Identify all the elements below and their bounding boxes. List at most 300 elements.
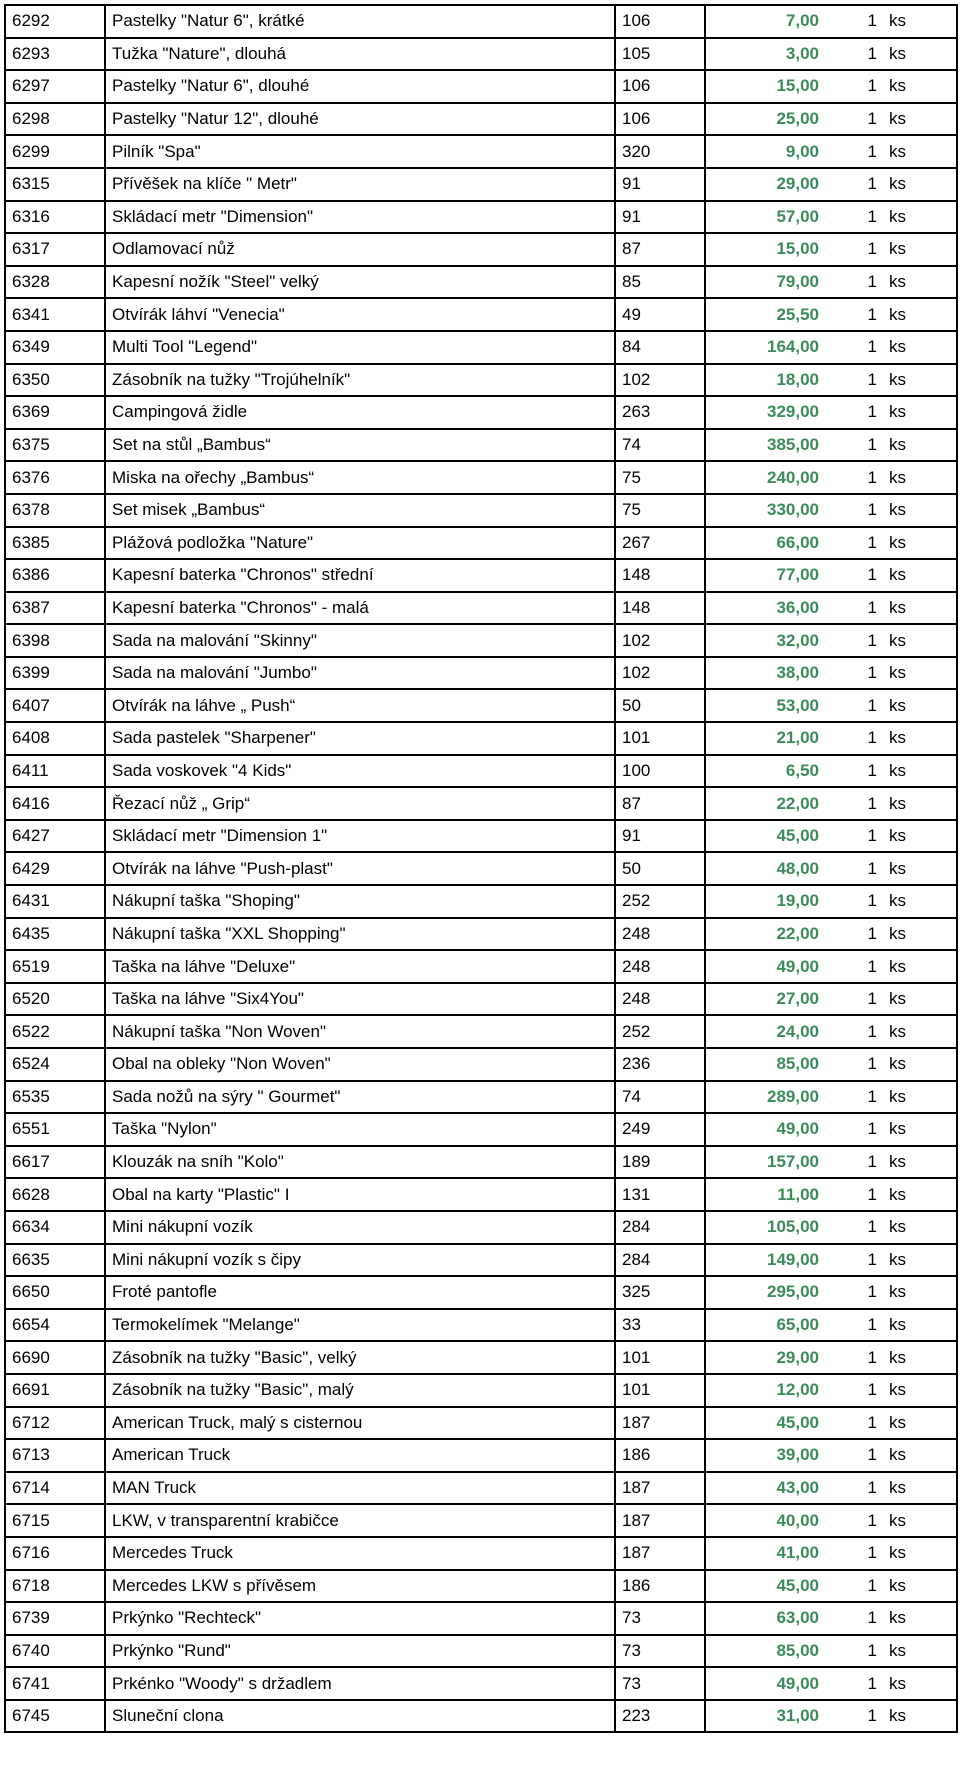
unit-cell: ks	[883, 787, 957, 820]
price-cell: 19,00	[705, 885, 825, 918]
quantity-cell: 1	[825, 1439, 883, 1472]
product-name-cell: Kapesní nožík "Steel" velký	[105, 266, 615, 299]
quantity-cell: 1	[825, 1504, 883, 1537]
product-code-cell: 6317	[5, 233, 105, 266]
price-cell: 41,00	[705, 1537, 825, 1570]
table-row	[5, 559, 957, 592]
price-cell: 24,00	[705, 1015, 825, 1048]
product-code-cell: 6375	[5, 429, 105, 462]
price-cell: 49,00	[705, 1113, 825, 1146]
package-count-cell: 101	[615, 1374, 705, 1407]
price-cell: 157,00	[705, 1146, 825, 1179]
product-code-cell: 6386	[5, 559, 105, 592]
package-count-cell: 223	[615, 1700, 705, 1733]
unit-cell: ks	[883, 70, 957, 103]
quantity-cell: 1	[825, 1602, 883, 1635]
quantity-cell: 1	[825, 1048, 883, 1081]
package-count-cell: 187	[615, 1407, 705, 1440]
table-row	[5, 1570, 957, 1603]
product-code-cell: 6297	[5, 70, 105, 103]
product-code-cell: 6298	[5, 103, 105, 136]
quantity-cell: 1	[825, 5, 883, 38]
product-code-cell: 6712	[5, 1407, 105, 1440]
table-row	[5, 787, 957, 820]
unit-cell: ks	[883, 592, 957, 625]
product-code-cell: 6328	[5, 266, 105, 299]
product-name-cell: Sluneční clona	[105, 1700, 615, 1733]
quantity-cell: 1	[825, 1015, 883, 1048]
product-name-cell: Pastelky "Natur 12", dlouhé	[105, 103, 615, 136]
product-code-cell: 6524	[5, 1048, 105, 1081]
price-cell: 18,00	[705, 364, 825, 397]
quantity-cell: 1	[825, 755, 883, 788]
quantity-cell: 1	[825, 1472, 883, 1505]
unit-cell: ks	[883, 1537, 957, 1570]
table-row	[5, 233, 957, 266]
unit-cell: ks	[883, 527, 957, 560]
product-code-cell: 6713	[5, 1439, 105, 1472]
price-cell: 164,00	[705, 331, 825, 364]
quantity-cell: 1	[825, 233, 883, 266]
table-row	[5, 1048, 957, 1081]
product-code-cell: 6431	[5, 885, 105, 918]
unit-cell: ks	[883, 657, 957, 690]
product-code-cell: 6535	[5, 1081, 105, 1114]
price-cell: 45,00	[705, 1570, 825, 1603]
package-count-cell: 320	[615, 135, 705, 168]
table-row	[5, 852, 957, 885]
product-name-cell: Obal na karty "Plastic" I	[105, 1178, 615, 1211]
table-row	[5, 1439, 957, 1472]
price-cell: 45,00	[705, 820, 825, 853]
product-code-cell: 6691	[5, 1374, 105, 1407]
unit-cell: ks	[883, 1113, 957, 1146]
quantity-cell: 1	[825, 1341, 883, 1374]
package-count-cell: 186	[615, 1439, 705, 1472]
price-cell: 49,00	[705, 950, 825, 983]
package-count-cell: 248	[615, 950, 705, 983]
product-code-cell: 6522	[5, 1015, 105, 1048]
quantity-cell: 1	[825, 168, 883, 201]
quantity-cell: 1	[825, 787, 883, 820]
unit-cell: ks	[883, 1276, 957, 1309]
quantity-cell: 1	[825, 1570, 883, 1603]
table-row	[5, 494, 957, 527]
product-name-cell: MAN Truck	[105, 1472, 615, 1505]
product-name-cell: LKW, v transparentní krabičce	[105, 1504, 615, 1537]
quantity-cell: 1	[825, 494, 883, 527]
unit-cell: ks	[883, 494, 957, 527]
package-count-cell: 91	[615, 201, 705, 234]
table-row	[5, 1504, 957, 1537]
product-code-cell: 6378	[5, 494, 105, 527]
price-cell: 38,00	[705, 657, 825, 690]
product-code-cell: 6551	[5, 1113, 105, 1146]
quantity-cell: 1	[825, 1211, 883, 1244]
quantity-cell: 1	[825, 201, 883, 234]
table-row	[5, 201, 957, 234]
package-count-cell: 87	[615, 787, 705, 820]
price-cell: 240,00	[705, 461, 825, 494]
product-name-cell: Mercedes LKW s přívěsem	[105, 1570, 615, 1603]
quantity-cell: 1	[825, 885, 883, 918]
table-row	[5, 1472, 957, 1505]
package-count-cell: 106	[615, 5, 705, 38]
price-cell: 85,00	[705, 1048, 825, 1081]
unit-cell: ks	[883, 852, 957, 885]
package-count-cell: 284	[615, 1211, 705, 1244]
quantity-cell: 1	[825, 852, 883, 885]
unit-cell: ks	[883, 1504, 957, 1537]
package-count-cell: 102	[615, 657, 705, 690]
unit-cell: ks	[883, 266, 957, 299]
unit-cell: ks	[883, 429, 957, 462]
table-row	[5, 1374, 957, 1407]
price-cell: 53,00	[705, 689, 825, 722]
unit-cell: ks	[883, 559, 957, 592]
product-code-cell: 6745	[5, 1700, 105, 1733]
table-row	[5, 1537, 957, 1570]
product-name-cell: Multi Tool "Legend"	[105, 331, 615, 364]
unit-cell: ks	[883, 1341, 957, 1374]
product-code-cell: 6398	[5, 624, 105, 657]
unit-cell: ks	[883, 298, 957, 331]
price-cell: 29,00	[705, 168, 825, 201]
product-code-cell: 6429	[5, 852, 105, 885]
product-code-cell: 6385	[5, 527, 105, 560]
table-row	[5, 1635, 957, 1668]
package-count-cell: 101	[615, 722, 705, 755]
package-count-cell: 267	[615, 527, 705, 560]
unit-cell: ks	[883, 1439, 957, 1472]
table-row	[5, 820, 957, 853]
unit-cell: ks	[883, 1570, 957, 1603]
quantity-cell: 1	[825, 527, 883, 560]
unit-cell: ks	[883, 689, 957, 722]
product-name-cell: Prkýnko "Rund"	[105, 1635, 615, 1668]
unit-cell: ks	[883, 722, 957, 755]
product-code-cell: 6427	[5, 820, 105, 853]
product-code-cell: 6299	[5, 135, 105, 168]
package-count-cell: 91	[615, 820, 705, 853]
package-count-cell: 75	[615, 461, 705, 494]
package-count-cell: 131	[615, 1178, 705, 1211]
quantity-cell: 1	[825, 689, 883, 722]
product-code-cell: 6716	[5, 1537, 105, 1570]
price-cell: 22,00	[705, 787, 825, 820]
table-row	[5, 364, 957, 397]
product-name-cell: Mini nákupní vozík	[105, 1211, 615, 1244]
unit-cell: ks	[883, 135, 957, 168]
table-row	[5, 1602, 957, 1635]
product-name-cell: Pastelky "Natur 6", dlouhé	[105, 70, 615, 103]
quantity-cell: 1	[825, 1178, 883, 1211]
quantity-cell: 1	[825, 1700, 883, 1733]
price-cell: 3,00	[705, 38, 825, 71]
table-row	[5, 1146, 957, 1179]
quantity-cell: 1	[825, 559, 883, 592]
price-list-table	[4, 4, 958, 1733]
product-name-cell: Mini nákupní vozík s čipy	[105, 1244, 615, 1277]
product-code-cell: 6635	[5, 1244, 105, 1277]
product-code-cell: 6341	[5, 298, 105, 331]
product-code-cell: 6349	[5, 331, 105, 364]
price-cell: 15,00	[705, 233, 825, 266]
table-row	[5, 168, 957, 201]
price-cell: 65,00	[705, 1309, 825, 1342]
table-row	[5, 1309, 957, 1342]
table-row	[5, 755, 957, 788]
price-cell: 21,00	[705, 722, 825, 755]
unit-cell: ks	[883, 1211, 957, 1244]
price-cell: 29,00	[705, 1341, 825, 1374]
quantity-cell: 1	[825, 1374, 883, 1407]
quantity-cell: 1	[825, 396, 883, 429]
unit-cell: ks	[883, 1374, 957, 1407]
product-name-cell: Prkýnko "Rechteck"	[105, 1602, 615, 1635]
product-name-cell: Sada voskovek "4 Kids"	[105, 755, 615, 788]
product-name-cell: Řezací nůž „ Grip“	[105, 787, 615, 820]
quantity-cell: 1	[825, 1309, 883, 1342]
table-row	[5, 1211, 957, 1244]
product-code-cell: 6740	[5, 1635, 105, 1668]
table-row	[5, 1276, 957, 1309]
package-count-cell: 148	[615, 559, 705, 592]
unit-cell: ks	[883, 1081, 957, 1114]
unit-cell: ks	[883, 820, 957, 853]
package-count-cell: 236	[615, 1048, 705, 1081]
product-name-cell: Zásobník na tužky "Basic", velký	[105, 1341, 615, 1374]
product-name-cell: Otvírák na láhve "Push-plast"	[105, 852, 615, 885]
table-row	[5, 657, 957, 690]
price-cell: 31,00	[705, 1700, 825, 1733]
quantity-cell: 1	[825, 592, 883, 625]
unit-cell: ks	[883, 1146, 957, 1179]
package-count-cell: 106	[615, 70, 705, 103]
package-count-cell: 187	[615, 1537, 705, 1570]
package-count-cell: 100	[615, 755, 705, 788]
quantity-cell: 1	[825, 135, 883, 168]
unit-cell: ks	[883, 918, 957, 951]
product-code-cell: 6519	[5, 950, 105, 983]
package-count-cell: 85	[615, 266, 705, 299]
package-count-cell: 105	[615, 38, 705, 71]
product-code-cell: 6292	[5, 5, 105, 38]
product-name-cell: Obal na obleky "Non Woven"	[105, 1048, 615, 1081]
quantity-cell: 1	[825, 364, 883, 397]
table-row	[5, 1700, 957, 1733]
package-count-cell: 189	[615, 1146, 705, 1179]
product-name-cell: Set na stůl „Bambus“	[105, 429, 615, 462]
table-row	[5, 103, 957, 136]
quantity-cell: 1	[825, 1635, 883, 1668]
package-count-cell: 325	[615, 1276, 705, 1309]
package-count-cell: 102	[615, 624, 705, 657]
unit-cell: ks	[883, 201, 957, 234]
product-name-cell: Sada na malování "Skinny"	[105, 624, 615, 657]
package-count-cell: 91	[615, 168, 705, 201]
price-cell: 40,00	[705, 1504, 825, 1537]
price-cell: 32,00	[705, 624, 825, 657]
unit-cell: ks	[883, 1048, 957, 1081]
product-name-cell: Taška na láhve "Deluxe"	[105, 950, 615, 983]
unit-cell: ks	[883, 1244, 957, 1277]
product-code-cell: 6315	[5, 168, 105, 201]
price-cell: 57,00	[705, 201, 825, 234]
product-code-cell: 6718	[5, 1570, 105, 1603]
unit-cell: ks	[883, 331, 957, 364]
quantity-cell: 1	[825, 1244, 883, 1277]
table-row	[5, 5, 957, 38]
product-code-cell: 6316	[5, 201, 105, 234]
product-name-cell: Kapesní baterka "Chronos" - malá	[105, 592, 615, 625]
quantity-cell: 1	[825, 70, 883, 103]
product-code-cell: 6416	[5, 787, 105, 820]
unit-cell: ks	[883, 1472, 957, 1505]
package-count-cell: 49	[615, 298, 705, 331]
quantity-cell: 1	[825, 1146, 883, 1179]
price-cell: 63,00	[705, 1602, 825, 1635]
package-count-cell: 252	[615, 885, 705, 918]
quantity-cell: 1	[825, 820, 883, 853]
package-count-cell: 50	[615, 852, 705, 885]
product-code-cell: 6650	[5, 1276, 105, 1309]
table-row	[5, 70, 957, 103]
product-code-cell: 6411	[5, 755, 105, 788]
product-code-cell: 6715	[5, 1504, 105, 1537]
product-code-cell: 6350	[5, 364, 105, 397]
package-count-cell: 84	[615, 331, 705, 364]
product-code-cell: 6654	[5, 1309, 105, 1342]
price-cell: 11,00	[705, 1178, 825, 1211]
quantity-cell: 1	[825, 1667, 883, 1700]
quantity-cell: 1	[825, 1537, 883, 1570]
price-cell: 149,00	[705, 1244, 825, 1277]
table-row	[5, 1081, 957, 1114]
package-count-cell: 263	[615, 396, 705, 429]
product-code-cell: 6369	[5, 396, 105, 429]
unit-cell: ks	[883, 1635, 957, 1668]
unit-cell: ks	[883, 1700, 957, 1733]
product-code-cell: 6741	[5, 1667, 105, 1700]
table-row	[5, 396, 957, 429]
table-row	[5, 950, 957, 983]
price-cell: 12,00	[705, 1374, 825, 1407]
product-code-cell: 6617	[5, 1146, 105, 1179]
price-cell: 49,00	[705, 1667, 825, 1700]
table-row	[5, 722, 957, 755]
product-name-cell: Zásobník na tužky "Basic", malý	[105, 1374, 615, 1407]
product-name-cell: Skládací metr "Dimension"	[105, 201, 615, 234]
product-name-cell: Taška na láhve "Six4You"	[105, 983, 615, 1016]
package-count-cell: 187	[615, 1504, 705, 1537]
unit-cell: ks	[883, 1667, 957, 1700]
price-cell: 329,00	[705, 396, 825, 429]
table-row	[5, 1667, 957, 1700]
product-name-cell: Sada pastelek "Sharpener"	[105, 722, 615, 755]
package-count-cell: 74	[615, 429, 705, 462]
product-code-cell: 6387	[5, 592, 105, 625]
product-name-cell: Sada nožů na sýry " Gourmet"	[105, 1081, 615, 1114]
package-count-cell: 50	[615, 689, 705, 722]
table-row	[5, 38, 957, 71]
unit-cell: ks	[883, 950, 957, 983]
product-name-cell: Termokelímek "Melange"	[105, 1309, 615, 1342]
price-cell: 79,00	[705, 266, 825, 299]
price-cell: 45,00	[705, 1407, 825, 1440]
product-name-cell: Skládací metr "Dimension 1"	[105, 820, 615, 853]
price-list-body	[5, 5, 957, 1732]
table-row	[5, 1341, 957, 1374]
price-cell: 22,00	[705, 918, 825, 951]
price-cell: 36,00	[705, 592, 825, 625]
price-cell: 330,00	[705, 494, 825, 527]
unit-cell: ks	[883, 885, 957, 918]
product-name-cell: Sada na malování "Jumbo"	[105, 657, 615, 690]
table-row	[5, 266, 957, 299]
quantity-cell: 1	[825, 950, 883, 983]
product-name-cell: Zásobník na tužky "Trojúhelník"	[105, 364, 615, 397]
product-code-cell: 6690	[5, 1341, 105, 1374]
product-name-cell: Otvírák na láhve „ Push“	[105, 689, 615, 722]
quantity-cell: 1	[825, 461, 883, 494]
price-cell: 6,50	[705, 755, 825, 788]
package-count-cell: 187	[615, 1472, 705, 1505]
package-count-cell: 73	[615, 1635, 705, 1668]
price-cell: 43,00	[705, 1472, 825, 1505]
unit-cell: ks	[883, 233, 957, 266]
product-name-cell: Pilník "Spa"	[105, 135, 615, 168]
product-name-cell: Prkénko "Woody" s držadlem	[105, 1667, 615, 1700]
price-cell: 66,00	[705, 527, 825, 560]
unit-cell: ks	[883, 461, 957, 494]
unit-cell: ks	[883, 5, 957, 38]
product-name-cell: Set misek „Bambus“	[105, 494, 615, 527]
package-count-cell: 87	[615, 233, 705, 266]
table-row	[5, 298, 957, 331]
product-name-cell: Nákupní taška "Non Woven"	[105, 1015, 615, 1048]
unit-cell: ks	[883, 1309, 957, 1342]
package-count-cell: 75	[615, 494, 705, 527]
quantity-cell: 1	[825, 429, 883, 462]
product-code-cell: 6376	[5, 461, 105, 494]
unit-cell: ks	[883, 168, 957, 201]
table-row	[5, 461, 957, 494]
product-code-cell: 6435	[5, 918, 105, 951]
product-code-cell: 6714	[5, 1472, 105, 1505]
price-cell: 9,00	[705, 135, 825, 168]
table-row	[5, 1113, 957, 1146]
quantity-cell: 1	[825, 624, 883, 657]
quantity-cell: 1	[825, 331, 883, 364]
table-row	[5, 592, 957, 625]
quantity-cell: 1	[825, 38, 883, 71]
product-name-cell: Taška "Nylon"	[105, 1113, 615, 1146]
package-count-cell: 284	[615, 1244, 705, 1277]
price-cell: 27,00	[705, 983, 825, 1016]
price-cell: 39,00	[705, 1439, 825, 1472]
product-name-cell: Nákupní taška "XXL Shopping"	[105, 918, 615, 951]
unit-cell: ks	[883, 396, 957, 429]
package-count-cell: 74	[615, 1081, 705, 1114]
unit-cell: ks	[883, 103, 957, 136]
quantity-cell: 1	[825, 918, 883, 951]
package-count-cell: 101	[615, 1341, 705, 1374]
table-row	[5, 918, 957, 951]
package-count-cell: 148	[615, 592, 705, 625]
package-count-cell: 186	[615, 1570, 705, 1603]
table-row	[5, 1015, 957, 1048]
